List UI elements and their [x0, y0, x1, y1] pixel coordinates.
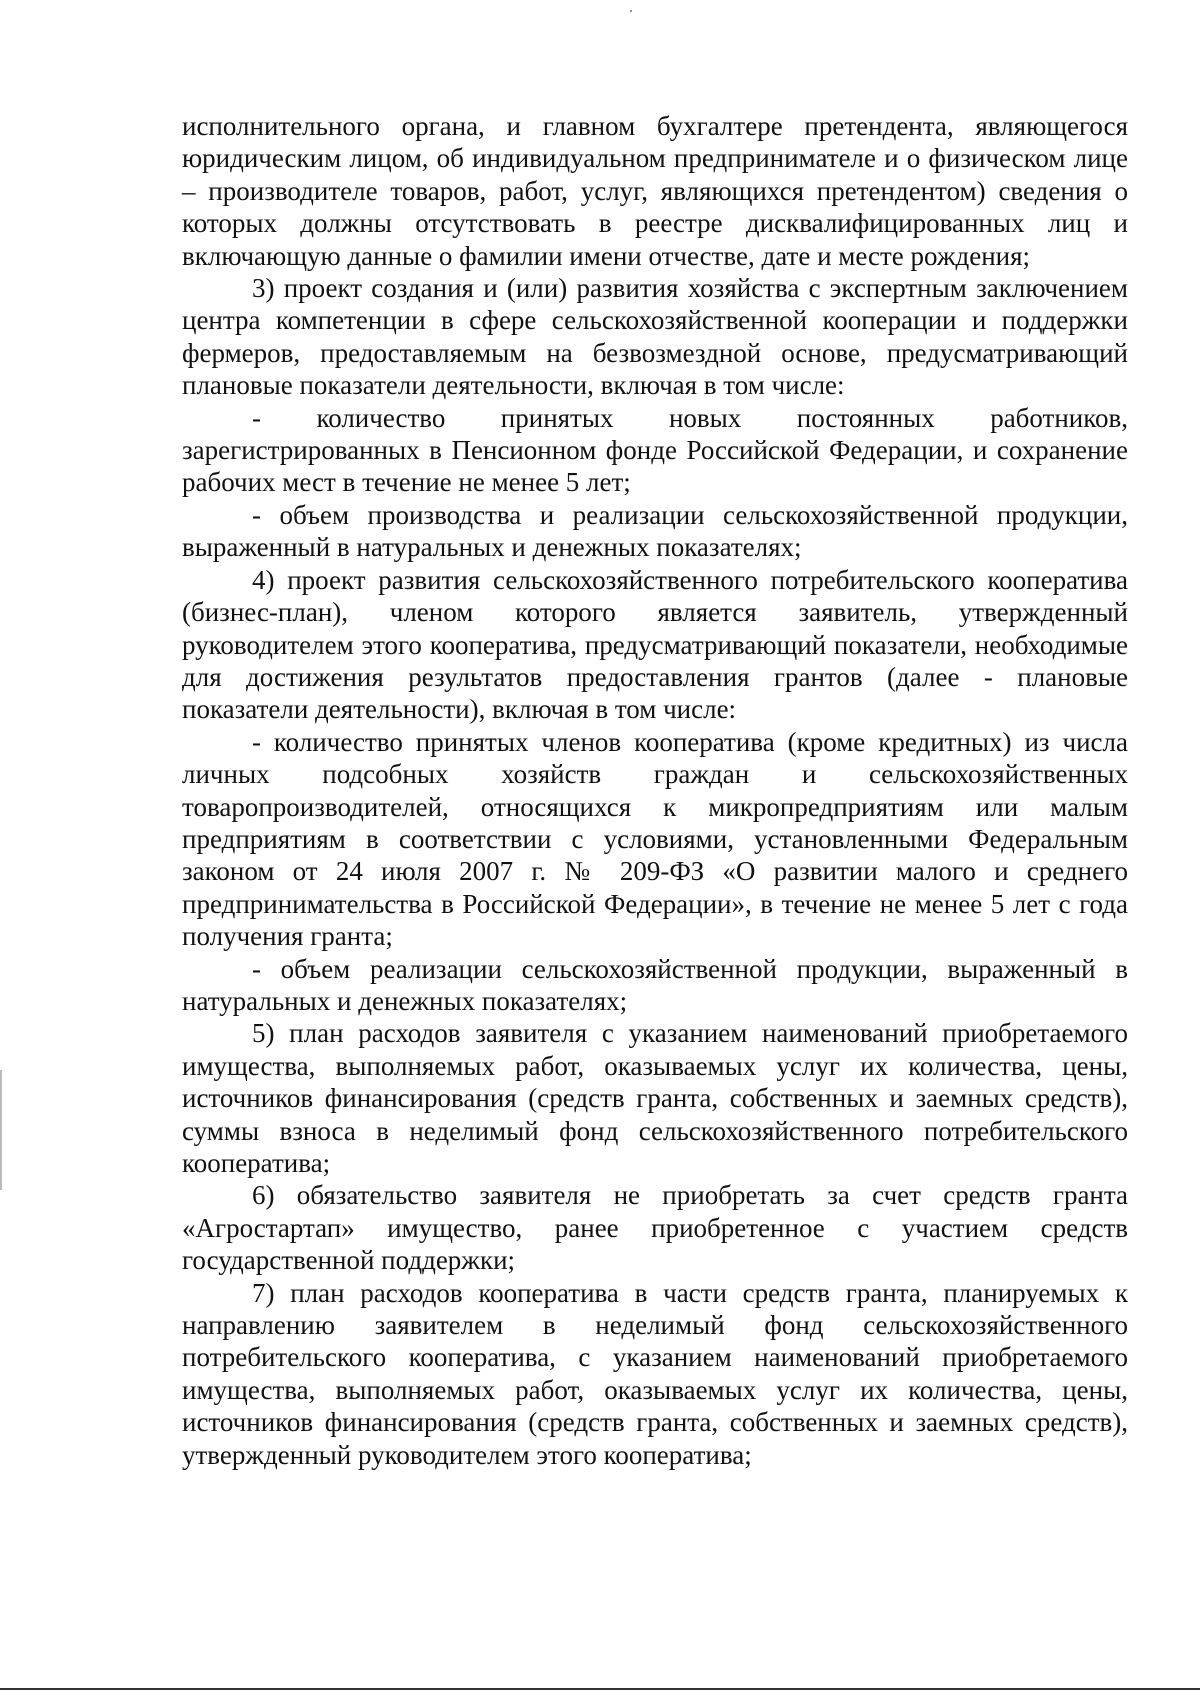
scan-edge-mark	[0, 1070, 2, 1190]
document-body	[182, 110, 1128, 1471]
paragraph-item-7: 7) план расходов кооператива в части средств гранта, планируемых к направлению заявителем в неделимый фонд сельскохозяйственного потребительского кооператива, с указанием наименований приобретаемого имущества, выполняемых работ, оказываемых услуг их количества, цены, источников финансирования (средств гранта, собственных и заемных средств), утвержденный руководителем этого кооператива;	[182, 1277, 1128, 1470]
scan-speck	[630, 10, 632, 12]
paragraph-subitem-sales-volume: - объем реализации сельскохозяйственной продукции, выраженный в натуральных и денежных показателях;	[182, 953, 1128, 1016]
page-bottom-rule	[0, 1688, 1200, 1690]
paragraph-subitem-members: - количество принятых членов кооператива (кроме кредитных) из числа личных подсобных хозяйств граждан и сельскохозяйственных товаропроизводителей, относящихся к микропредприятиям или малым предприятиям в соответствии с условиями, установленными Федеральным законом от 24 июля 2007 г. № 209-ФЗ «О развитии малого и среднего предпринимательства в Российской Федерации», в течение не менее 5 лет с года получения гранта;	[182, 726, 1128, 952]
paragraph-subitem-employees: - количество принятых новых постоянных работников, зарегистрированных в Пенсионном фонде Российской Федерации, и сохранение рабочих мест в течение не менее 5 лет;	[182, 402, 1128, 498]
paragraph-item-5: 5) план расходов заявителя с указанием наименований приобретаемого имущества, выполняемых работ, оказываемых услуг их количества, цены, источников финансирования (средств гранта, собственных и заемных средств), суммы взноса в неделимый фонд сельскохозяйственного потребительского кооператива;	[182, 1018, 1128, 1178]
paragraph-item-3: 3) проект создания и (или) развития хозяйства с экспертным заключением центра компетенции в сфере сельскохозяйственной кооперации и поддержки фермеров, предоставляемым на безвозмездной основе, предусматривающий плановые показатели деятельности, включая в том числе:	[182, 273, 1128, 401]
paragraph-item-6: 6) обязательство заявителя не приобретать за счет средств гранта «Агростартап» имущество, ранее приобретенное с участием средств государственной поддержки;	[182, 1180, 1128, 1276]
paragraph-item-4: 4) проект развития сельскохозяйственного потребительского кооператива (бизнес-план), членом которого является заявитель, утвержденный руководителем этого кооператива, предусматривающий показатели, необходимые для достижения результатов предоставления грантов (далее - плановые показатели деятельности), включая в том числе:	[182, 564, 1128, 725]
paragraph-subitem-production-volume: - объем производства и реализации сельскохозяйственной продукции, выраженный в натуральных и денежных показателях;	[182, 499, 1128, 563]
paragraph-continuation: исполнительного органа, и главном бухгалтере претендента, являющегося юридическим лицом, об индивидуальном предпринимателе и о физическом лице – производителе товаров, работ, услуг, являющихся претендентом) сведения о которых должны отсутствовать в реестре дисквалифицированных лиц и включающую данные о фамилии имени отчестве, дате и месте рождения;	[182, 111, 1128, 271]
